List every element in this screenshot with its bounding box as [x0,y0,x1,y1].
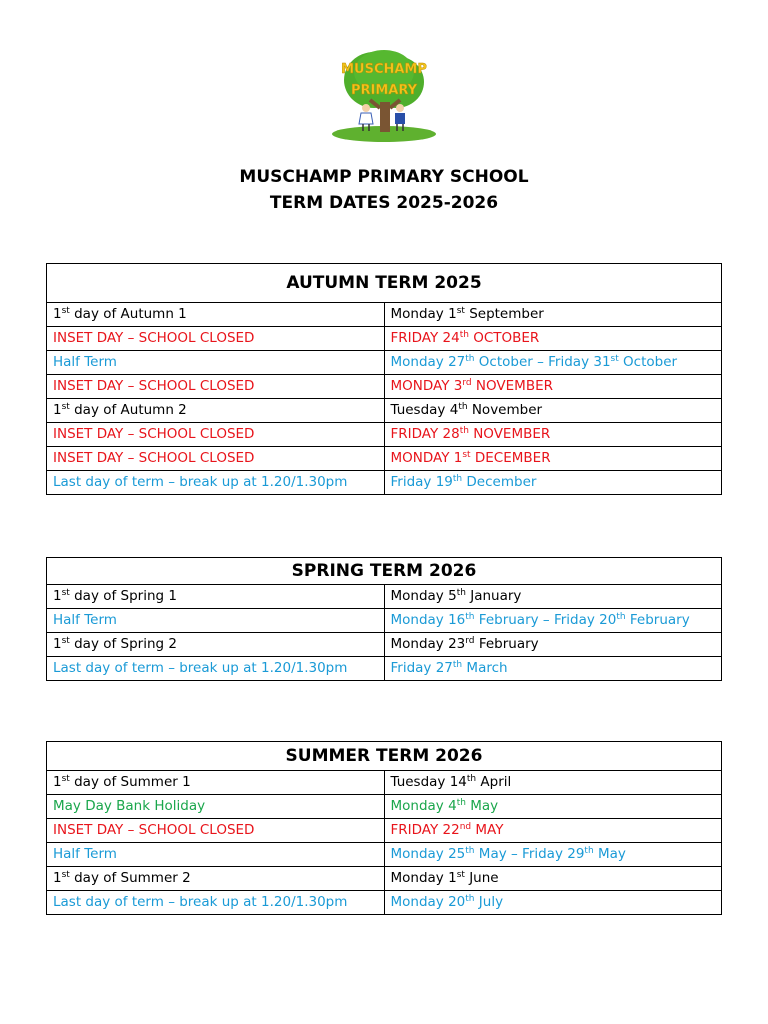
text-segment: Tuesday 14 [390,774,467,790]
text-segment: Monday 16 [390,612,466,628]
term-date-row [47,795,722,819]
event-label-cell [47,399,385,423]
term-title: SUMMER TERM 2026 [47,742,722,771]
text-segment: May [593,846,626,862]
ordinal-suffix: st [456,870,465,880]
text-segment: Last day of term – break up at 1.20/1.30pm [53,894,348,910]
text-segment: INSET DAY – SCHOOL CLOSED [53,330,255,346]
event-date-cell [384,633,722,657]
text-segment: INSET DAY – SCHOOL CLOSED [53,426,255,442]
text-segment: May [465,798,499,814]
text-segment: Tuesday 4 [390,402,459,418]
event-date-cell [384,891,722,915]
text-segment: June [464,870,499,886]
text-segment: December [462,474,537,490]
term-header-row [47,558,722,585]
ordinal-suffix: th [465,894,475,904]
ordinal-suffix: rd [465,636,475,646]
event-date-cell [384,327,722,351]
text-segment: Friday 27 [390,660,453,676]
text-segment: MONDAY 3 [390,378,463,394]
event-date-cell [384,375,722,399]
school-name: MUSCHAMP PRIMARY SCHOOL [239,167,529,187]
text-segment: DECEMBER [470,450,551,466]
text-segment: 1 [53,774,62,790]
term-date-row [47,633,722,657]
text-segment: Friday 19 [390,474,453,490]
event-date-cell [384,867,722,891]
text-segment: NOVEMBER [468,426,551,442]
ordinal-suffix: th [456,798,466,808]
text-segment: February – Friday 20 [474,612,617,628]
event-label-cell [47,657,385,681]
term-date-row [47,375,722,399]
ordinal-suffix: st [462,450,471,460]
text-segment: INSET DAY – SCHOOL CLOSED [53,450,255,466]
text-segment: 1 [53,636,62,652]
text-segment: MAY [471,822,504,838]
term-title: AUTUMN TERM 2025 [47,264,722,303]
ordinal-suffix: st [61,402,70,412]
ordinal-suffix: th [466,774,477,784]
text-segment: July [474,894,504,910]
text-segment: Half Term [53,612,117,628]
event-label-cell [47,585,385,609]
text-segment: 1 [53,870,62,886]
ordinal-suffix: st [61,588,70,598]
event-date-cell [384,795,722,819]
text-segment: May Day Bank Holiday [53,798,206,814]
text-segment: day of Spring 2 [69,636,177,652]
text-segment: day of Autumn 1 [69,306,187,322]
text-segment: day of Summer 1 [69,774,191,790]
text-segment: Half Term [53,354,117,370]
text-segment: April [476,774,512,790]
term-header-row [47,264,722,303]
ordinal-suffix: st [61,636,70,646]
ordinal-suffix: th [458,402,468,412]
text-segment: Monday 25 [390,846,466,862]
event-label-cell [47,609,385,633]
ordinal-suffix: st [61,774,70,784]
text-segment: Monday 1 [390,306,457,322]
event-date-cell [384,771,722,795]
term-date-row [47,447,722,471]
ordinal-suffix: th [452,474,463,484]
text-segment: FRIDAY 24 [390,330,460,346]
text-segment: February [625,612,690,628]
term-title: SPRING TERM 2026 [47,558,722,585]
ordinal-suffix: st [456,306,465,316]
text-segment: INSET DAY – SCHOOL CLOSED [53,378,255,394]
term-date-row [47,327,722,351]
event-date-cell [384,447,722,471]
event-label-cell [47,843,385,867]
term-date-row [47,771,722,795]
event-label-cell [47,771,385,795]
ordinal-suffix: th [459,426,469,436]
text-segment: January [465,588,522,604]
logo-text-top: MUSCHAMP [341,62,427,77]
term-date-row [47,351,722,375]
term-header-row [47,742,722,771]
school-logo [330,46,438,142]
event-date-cell [384,843,722,867]
event-label-cell [47,471,385,495]
event-date-cell [384,351,722,375]
ordinal-suffix: st [610,354,619,364]
event-label-cell [47,867,385,891]
event-label-cell [47,633,385,657]
ordinal-suffix: st [61,306,70,316]
text-segment: day of Spring 1 [69,588,177,604]
ordinal-suffix: th [465,612,475,622]
event-label-cell [47,819,385,843]
ordinal-suffix: th [465,354,475,364]
title-block [0,164,768,216]
term-date-row [47,843,722,867]
term-date-row [47,585,722,609]
term-date-row [47,399,722,423]
text-segment: OCTOBER [468,330,540,346]
term-date-row [47,867,722,891]
text-segment: February [474,636,539,652]
event-label-cell [47,327,385,351]
event-label-cell [47,303,385,327]
text-segment: Half Term [53,846,117,862]
text-segment: 1 [53,306,62,322]
text-segment: November [467,402,543,418]
text-segment: Monday 27 [390,354,466,370]
text-segment: Last day of term – break up at 1.20/1.30pm [53,660,348,676]
text-segment: NOVEMBER [471,378,553,394]
term-date-row [47,819,722,843]
event-label-cell [47,795,385,819]
ordinal-suffix: th [584,846,594,856]
text-segment: FRIDAY 28 [390,426,460,442]
ordinal-suffix: th [459,330,469,340]
term-table-summer [46,741,722,915]
text-segment: Monday 1 [390,870,457,886]
text-segment: October – Friday 31 [474,354,611,370]
event-date-cell [384,303,722,327]
text-segment: Monday 20 [390,894,466,910]
ordinal-suffix: th [456,588,466,598]
term-date-row [47,471,722,495]
event-date-cell [384,399,722,423]
event-date-cell [384,657,722,681]
event-date-cell [384,423,722,447]
ordinal-suffix: th [452,660,463,670]
event-label-cell [47,423,385,447]
term-date-row [47,891,722,915]
text-segment: September [464,306,544,322]
text-segment: 1 [53,588,62,604]
ordinal-suffix: st [61,870,70,880]
event-label-cell [47,375,385,399]
event-date-cell [384,471,722,495]
term-table-autumn [46,263,722,495]
text-segment: Last day of term – break up at 1.20/1.30pm [53,474,348,490]
text-segment: FRIDAY 22 [390,822,460,838]
term-dates-title: TERM DATES 2025-2026 [269,193,499,213]
text-segment: March [462,660,508,676]
text-segment: MONDAY 1 [390,450,463,466]
event-date-cell [384,609,722,633]
ordinal-suffix: th [465,846,475,856]
text-segment: INSET DAY – SCHOOL CLOSED [53,822,255,838]
text-segment: October [618,354,678,370]
text-segment: Monday 4 [390,798,457,814]
term-date-row [47,303,722,327]
term-date-row [47,609,722,633]
ordinal-suffix: th [616,612,626,622]
ordinal-suffix: rd [462,378,472,388]
event-date-cell [384,585,722,609]
text-segment: Monday 5 [390,588,457,604]
term-date-row [47,657,722,681]
event-label-cell [47,351,385,375]
text-segment: Monday 23 [390,636,466,652]
ordinal-suffix: nd [459,822,472,832]
text-segment: day of Autumn 2 [69,402,187,418]
text-segment: May – Friday 29 [474,846,585,862]
logo-text-bottom: PRIMARY [350,83,418,98]
term-date-row [47,423,722,447]
text-segment: day of Summer 2 [69,870,191,886]
term-table-spring [46,557,722,681]
event-label-cell [47,447,385,471]
event-label-cell [47,891,385,915]
event-date-cell [384,819,722,843]
text-segment: 1 [53,402,62,418]
